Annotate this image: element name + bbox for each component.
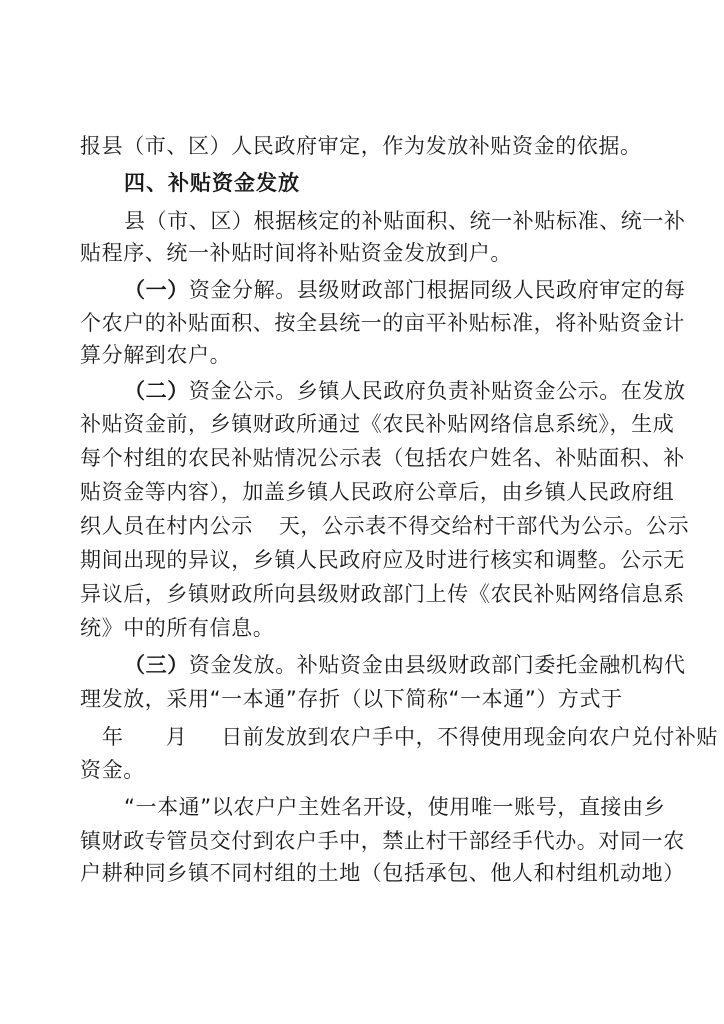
text-span: 天，公示表不得交给村干部代为公示。公示 [278, 514, 690, 538]
text-line: 资金。 [80, 758, 145, 782]
section-heading: 四、补贴资金发放 [124, 171, 300, 195]
text-line: 贴资金等内容），加盖乡镇人民政府公章后，由乡镇人民政府组 [80, 480, 675, 504]
paragraph-start-line [124, 376, 686, 406]
text-line: 算分解到农户。 [80, 343, 232, 367]
text-line: 理发放，采用“一本通”存折（以下简称“一本通”）方式于 [80, 687, 623, 711]
text-line: 期间出现的异议，乡镇人民政府应及时进行核实和调整。公示无 [80, 548, 685, 572]
text-line: 县（市、区）根据核定的补贴面积、统一补贴标准、统一补 [124, 209, 686, 233]
text-line: 统》中的所有信息。 [80, 616, 275, 640]
paragraph-marker: （二） [124, 379, 189, 403]
text-span: 织人员在村内公示 [80, 514, 253, 538]
text-line: 每个村组的农民补贴情况公示表（包括农户姓名、补贴面积、补 [80, 446, 685, 470]
text-line: 贴程序、统一补贴时间将补贴资金发放到户。 [80, 241, 512, 265]
text-line: “一本通”以农户户主姓名开设，使用唯一账号，直接由乡 [124, 795, 666, 819]
text-span: 资金发放。补贴资金由县级财政部门委托金融机构代 [188, 653, 686, 677]
text-span: 月 [165, 725, 188, 749]
text-line: 补贴资金前，乡镇财政所通过《农民补贴网络信息系统》，生成 [80, 412, 675, 436]
text-span: 资金分解。县级财政部门根据同级人民政府审定的每 [188, 278, 686, 302]
text-line [80, 722, 719, 752]
text-line: 户耕种同乡镇不同村组的土地（包括承包、他人和村组机动地） [80, 861, 685, 885]
text-span: 年 [102, 725, 124, 749]
paragraph-start-line [124, 275, 686, 305]
text-line: 镇财政专管员交付到农户手中，禁止村干部经手代办。对同一农 [80, 829, 685, 853]
text-line: 报县（市、区）人民政府审定，作为发放补贴资金的依据。 [80, 134, 642, 158]
text-span: 日前发放到农户手中，不得使用现金向农户兑付补贴 [221, 725, 719, 749]
text-line [80, 511, 690, 541]
text-line: 异议后，乡镇财政所向县级财政部门上传《农民补贴网络信息系 [80, 582, 685, 606]
text-span: 资金公示。乡镇人民政府负责补贴资金公示。在发放 [188, 379, 686, 403]
text-line: 个农户的补贴面积、按全县统一的亩平补贴标准，将补贴资金计 [80, 311, 685, 335]
paragraph-marker: （三） [124, 653, 189, 677]
paragraph-marker: （一） [124, 278, 189, 302]
paragraph-start-line [124, 650, 686, 680]
